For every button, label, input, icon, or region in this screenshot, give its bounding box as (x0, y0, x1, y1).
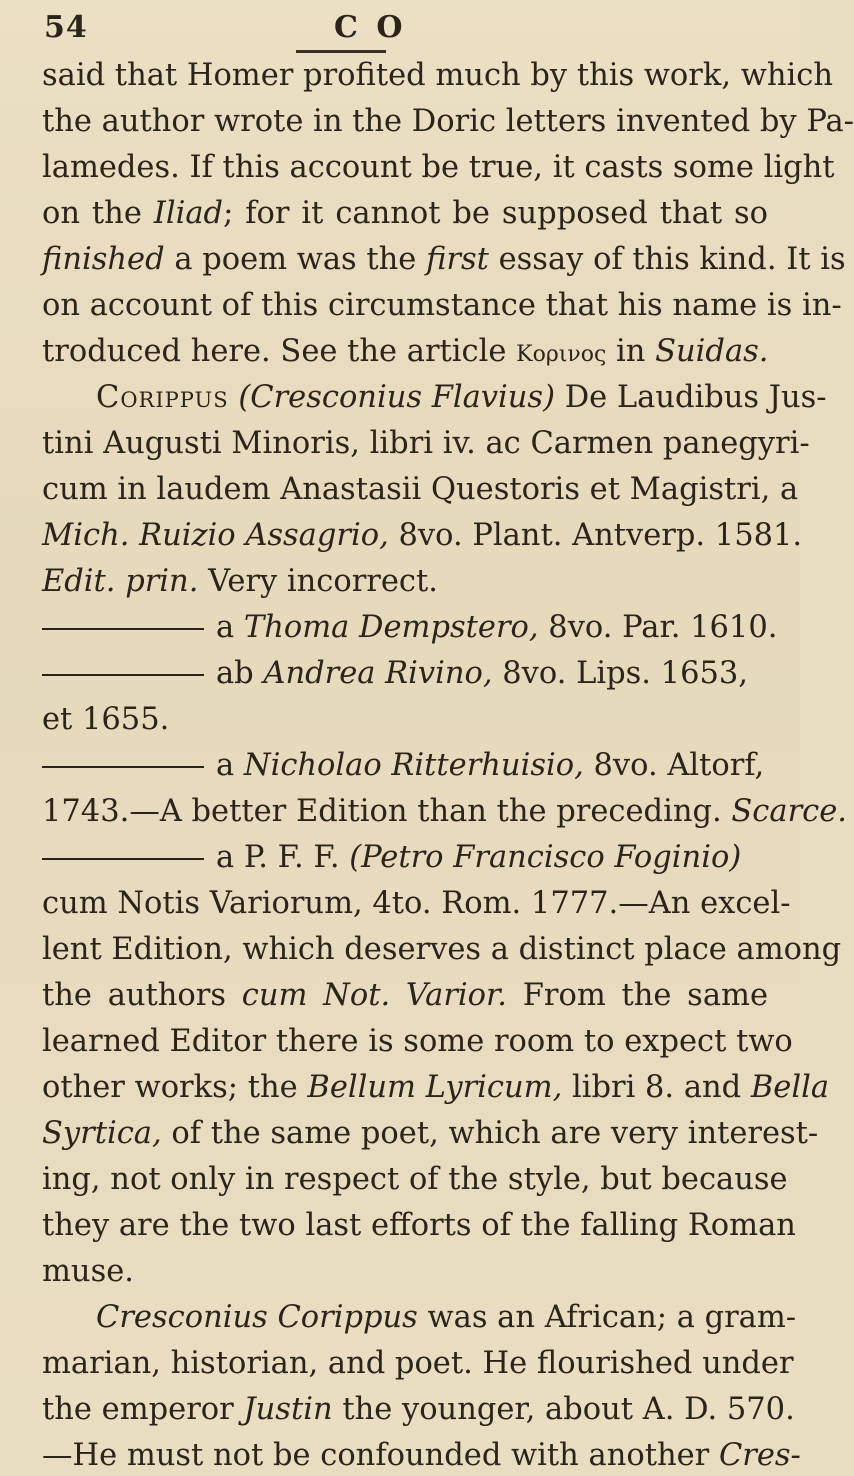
text-line: 1743.—A better Edition than the preceding. Scarce. (42, 794, 847, 829)
text-line: muse. (42, 1254, 134, 1289)
edition-line: a Thoma Dempstero, 8vo. Par. 1610. (42, 608, 768, 648)
text-line: —He must not be confounded with another Cres- (42, 1438, 801, 1473)
signature-mark: C O (334, 10, 407, 45)
text-line: marian, historian, and poet. He flourished under (42, 1346, 794, 1381)
edition-line: ab Andrea Rivino, 8vo. Lips. 1653, (42, 654, 768, 694)
text-line: the authors cum Not. Varior. From the same (42, 978, 768, 1013)
edition-line: a P. F. F. (Petro Francisco Foginio) (42, 838, 768, 878)
ditto-dash (42, 628, 204, 630)
text-line: finished a poem was the first essay of this kind. It is (42, 242, 846, 277)
text-line: tini Augusti Minoris, libri iv. ac Carmen panegyri- (42, 426, 810, 461)
head-rule (296, 50, 386, 53)
text-line: said that Homer profited much by this work, which (42, 58, 833, 93)
text-line: et 1655. (42, 702, 170, 737)
text-line: lamedes. If this account be true, it casts some light (42, 150, 835, 185)
running-head (44, 10, 744, 50)
text-line: on account of this circumstance that his name is in- (42, 288, 842, 323)
text-line: the author wrote in the Doric letters invented by Pa- (42, 104, 854, 139)
text-line: Mich. Ruizio Assagrio, 8vo. Plant. Antverp. 1581. (42, 518, 803, 553)
page-number: 54 (44, 10, 88, 45)
ditto-dash (42, 858, 204, 860)
text-line: Edit. prin. Very incorrect. (42, 564, 438, 599)
text-line: learned Editor there is some room to expect two (42, 1024, 793, 1059)
text-line: Syrtica, of the same poet, which are very interest- (42, 1116, 819, 1151)
text-line: they are the two last efforts of the falling Roman (42, 1208, 796, 1243)
text-line: lent Edition, which deserves a distinct place among (42, 932, 842, 967)
entry-heading-line: Corippus (Cresconius Flavius) De Laudibus Jus- (96, 380, 827, 415)
text-line: the emperor Justin the younger, about A. D. 570. (42, 1392, 795, 1427)
entry-heading-line: Cresconius Corippus was an African; a gram- (96, 1300, 797, 1335)
edition-line: a Nicholao Ritterhuisio, 8vo. Altorf, (42, 746, 768, 786)
text-line: other works; the Bellum Lyricum, libri 8. and Bella (42, 1070, 830, 1105)
text-line: cum Notis Variorum, 4to. Rom. 1777.—An excel- (42, 886, 791, 921)
text-line: troduced here. See the article Κορινος in Suidas. (42, 334, 769, 369)
text-line: cum in laudem Anastasii Questoris et Magistri, a (42, 472, 799, 507)
text-line: on the Iliad; for it cannot be supposed that so (42, 196, 768, 231)
ditto-dash (42, 674, 204, 676)
ditto-dash (42, 766, 204, 768)
text-line: ing, not only in respect of the style, but because (42, 1162, 788, 1197)
